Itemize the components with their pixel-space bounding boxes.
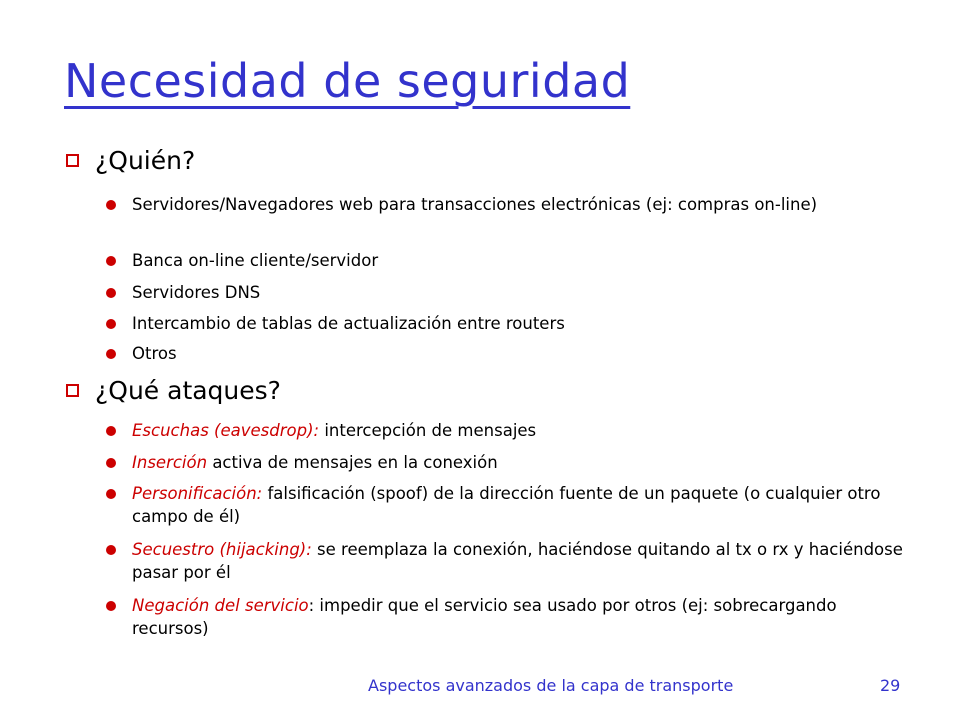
page-number: 29 <box>880 676 901 695</box>
section-heading-ataques <box>66 376 281 405</box>
section-heading-quien <box>66 146 195 175</box>
list-item-text: Servidores DNS <box>132 283 261 302</box>
circle-bullet-icon <box>106 256 116 266</box>
list-item-text <box>132 419 906 442</box>
list-item-text: Otros <box>132 344 177 363</box>
slide-title: Necesidad de seguridad <box>64 54 631 108</box>
list-item-text: Intercambio de tablas de actualización entre routers <box>132 314 565 333</box>
term-label: Inserción <box>132 453 208 472</box>
list-item <box>106 419 906 442</box>
list-item <box>106 538 906 584</box>
list-item-text: Servidores/Navegadores web para transacciones electrónicas (ej: compras on-line) <box>132 195 818 214</box>
square-bullet-icon <box>66 384 79 397</box>
list-item-text: Banca on-line cliente/servidor <box>132 251 379 270</box>
term-description: activa de mensajes en la conexión <box>207 453 498 472</box>
term-label: Secuestro (hijacking): <box>132 540 312 559</box>
square-bullet-icon <box>66 154 79 167</box>
term-label: Personificación: <box>132 484 263 503</box>
circle-bullet-icon <box>106 489 116 499</box>
term-description: falsificación (spoof) de la dirección fuente de un paquete (o cualquier otro campo de él) <box>132 484 881 526</box>
term-description: se reemplaza la conexión, haciéndose quitando al tx o rx y haciéndose pasar por él <box>132 540 903 582</box>
slide-footer: Aspectos avanzados de la capa de transporte <box>368 676 734 695</box>
list-item-text <box>132 594 906 640</box>
list-item <box>106 249 906 272</box>
section-heading-label: ¿Qué ataques? <box>95 376 281 405</box>
term-description: intercepción de mensajes <box>319 421 537 440</box>
circle-bullet-icon <box>106 349 116 359</box>
list-item <box>106 193 906 216</box>
circle-bullet-icon <box>106 288 116 298</box>
circle-bullet-icon <box>106 426 116 436</box>
list-item <box>106 342 906 365</box>
term-description: : impedir que el servicio sea usado por otros (ej: sobrecargando recursos) <box>132 596 837 638</box>
list-item <box>106 482 906 528</box>
circle-bullet-icon <box>106 319 116 329</box>
list-item <box>106 594 906 640</box>
section-heading-label: ¿Quién? <box>95 146 196 175</box>
list-item-text <box>132 538 906 584</box>
list-item-text <box>132 482 906 528</box>
list-item-text <box>132 451 906 474</box>
circle-bullet-icon <box>106 200 116 210</box>
circle-bullet-icon <box>106 458 116 468</box>
circle-bullet-icon <box>106 601 116 611</box>
term-label: Escuchas (eavesdrop): <box>132 421 320 440</box>
term-label: Negación del servicio <box>132 596 309 615</box>
list-item <box>106 451 906 474</box>
list-item <box>106 312 906 335</box>
circle-bullet-icon <box>106 545 116 555</box>
list-item <box>106 281 906 304</box>
